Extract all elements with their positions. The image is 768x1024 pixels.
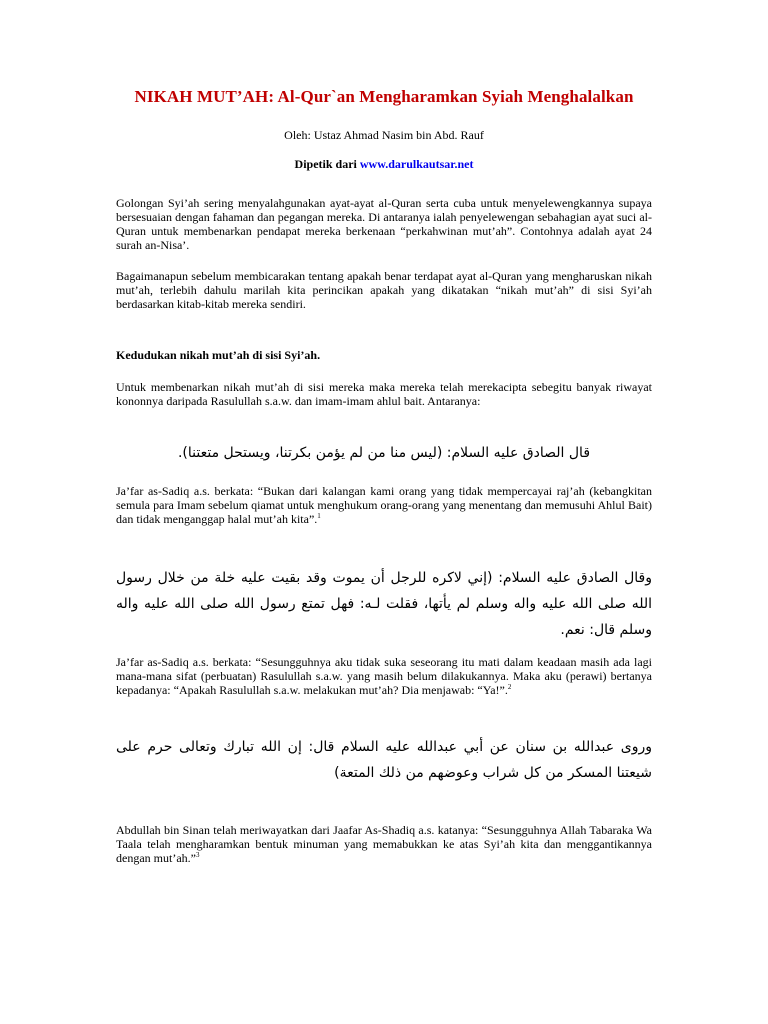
footnote-marker: 3 [195,851,200,859]
source-line [0,157,768,172]
source-link[interactable]: www.darulkautsar.net [359,157,474,171]
source-label: Dipetik dari [294,157,357,171]
author-line: Oleh: Ustaz Ahmad Nasim bin Abd. Rauf [284,128,484,142]
translation-paragraph-2 [116,655,652,697]
translation-paragraph-1 [116,484,652,526]
document-title: NIKAH MUT’AH: Al-Qur`an Mengharamkan Syiah Menghalalkan [134,87,634,106]
translation-text: Ja’far as-Sadiq a.s. berkata: “Bukan dari kalangan kami orang yang tidak mempercayai raj’ah (kebangkitan semula para Imam sebelum qiamat untuk menghukum orang-orang yang menentang dan memusuhi Ahlul Bait) dan tidak menganggap halal mut’ah kita”. [116,484,652,526]
section-heading: Kedudukan nikah mut’ah di sisi Syi’ah. [116,348,321,362]
intro-paragraph-1: Golongan Syi’ah sering menyalahgunakan ayat-ayat al-Quran serta cuba untuk menyelewengkannya supaya bersesuaian dengan fahaman dan pegangan mereka. Di antaranya ialah penyelewengan sebahagian ayat suci al-Quran untuk membenarkan pendapat mereka berkenaan “perkahwinan mut’ah”. Contohnya adalah ayat 24 surah an-Nisa’. [116,196,652,252]
translation-text: Abdullah bin Sinan telah meriwayatkan dari Jaafar As-Shadiq a.s. katanya: “Sesungguhnya Allah Tabaraka Wa Taala telah mengharamkan bentuk minuman yang memabukkan ke atas Syi’ah kita dan menggantikannya dengan mut’ah.” [116,823,652,865]
arabic-narration-2: وقال الصادق عليه السلام: (إني لاكره للرجل أن يموت وقد بقيت عليه خلة من خلال رسول الله صلى الله عليه واله وسلم لم يأتها، فقلت لـه: فهل تمتع رسول الله صلى الله عليه واله وسلم قال: نعم. [116,570,652,638]
translation-paragraph-3 [116,823,652,865]
translation-text: Ja’far as-Sadiq a.s. berkata: “Sesungguhnya aku tidak suka seseorang itu mati dalam keadaan masih ada lagi mana-mana sifat (perbuatan) Rasulullah s.a.w. yang masih belum dilakukannya. Maka aku (perawi) bertanya kepadanya: “Apakah Rasulullah s.a.w. melakukan mut’ah? Dia menjawab: “Ya!”. [116,655,652,697]
footnote-marker: 1 [317,512,321,520]
footnote-marker: 2 [507,683,512,691]
intro-paragraph-2: Bagaimanapun sebelum membicarakan tentang apakah benar terdapat ayat al-Quran yang mengharuskan nikah mut’ah, terlebih dahulu marilah kita perincikan apakah yang dikatakan “nikah mut’ah” di sisi Syi’ah berdasarkan kitab-kitab mereka sendiri. [116,269,652,311]
arabic-narration-1: قال الصادق عليه السلام: (ليس منا من لم يؤمن بكرتنا، ويستحل متعتنا). [177,445,591,461]
arabic-narration-3: وروى عبدالله بن سنان عن أبي عبدالله عليه السلام قال: إن الله تبارك وتعالى حرم على شيعتنا المسكر من كل شراب وعوضهم من ذلك المتعة) [116,739,652,781]
section-intro: Untuk membenarkan nikah mut’ah di sisi mereka maka mereka telah merekacipta sebegitu banyak riwayat kononnya daripada Rasulullah s.a.w. dan imam-imam ahlul bait. Antaranya: [116,380,652,408]
